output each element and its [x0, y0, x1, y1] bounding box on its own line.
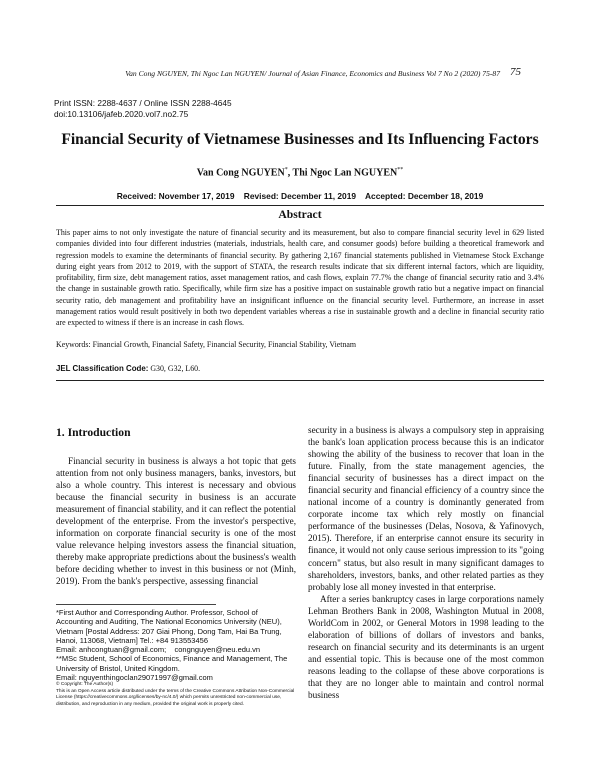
- author-separator: ,: [287, 167, 293, 179]
- author-name: Van Cong NGUYEN: [196, 167, 285, 179]
- footnote-second-author: **MSc Student, School of Economics, Finance and Management, The University of Bristol, United Kingdom.: [56, 654, 288, 673]
- issn-line: Print ISSN: 2288-4637 / Online ISSN 2288-4645: [54, 98, 232, 108]
- right-column: [308, 424, 544, 701]
- copyright-line: © Copyright: The Author(s): [56, 682, 114, 688]
- doi-line: doi:10.13106/jafeb.2020.vol7.no2.75: [54, 109, 189, 119]
- paper-title: Financial Security of Vietnamese Businesses and Its Influencing Factors: [61, 131, 539, 148]
- received-dates: Received: November 17, 2019 Revised: December 11, 2019 Accepted: December 18, 2019: [116, 191, 484, 201]
- author-mark: **: [397, 167, 404, 173]
- author-line: [40, 167, 560, 178]
- footnotes: [56, 608, 296, 708]
- page-number: 75: [510, 66, 521, 78]
- jel-classification: [56, 364, 544, 373]
- abstract-body: This paper aims to not only investigate the nature of financial security and its measurement, but also to compare financial security level in 629 listed companies divided into four different industries (materials, industrials, health care, and consumer goods) before building a theoretical framework and regression models to examine the determinants of financial security. By gathering 2,167 financial statements published in Vietnamese Stock Exchange during eight years from 2012 to 2019, with the support of STATA, the research results indicate that six different internal factors, which are liquidity, profitability, firm size, debt management ratios, asset management ratios, and cash flows, explain 77.7% the change of financial security ratio and 3.4% the change in sustainable growth ratio. Specifically, while firm size has a positive impact on sustainable growth ratio but a negative impact on financial security ratio, deb management and profitability have an insignificant influence on the financial security level. Furthermore, an increase in asset management ratios would result positively in both two dependent variables whereas a rise in sustainable growth and a decline in financial security ratio are expected to witness if there is an increase in cash flows.: [56, 228, 544, 328]
- paragraph: After a series bankruptcy cases in large corporations namely Lehman Brothers Bank in 2008, Washington Mutual in 2008, WorldCom in 2002, or General Motors in 1998 leading to the elaboration of billions of dollars of investors and banks, research on financial security and its determinants is an urgent and essential topic. This is because one of the most common reasons leading to the collapse of these above corporations is that they are no longer able to maintain and control normal business: [308, 593, 544, 701]
- author-mark: *: [284, 167, 288, 173]
- issn-block: [54, 98, 232, 120]
- left-column: [56, 455, 296, 588]
- keywords: Keywords: Financial Growth, Financial Safety, Financial Security, Financial Stability, Vietnam: [56, 340, 357, 349]
- footnote-divider: [56, 604, 216, 605]
- footnote-first-author: *First Author and Corresponding Author. Professor, School of Accounting and Auditing, The National Economics University (NEU), Vietnam [Postal Address: 207 Giai Phong, Dong Tam, Hai Ba Trung, Hanoi, 113068, Vietnam] Tel.: +84 913553456: [56, 608, 282, 645]
- jel-codes: G30, G32, L60.: [148, 364, 201, 373]
- author-name: Thi Ngoc Lan NGUYEN: [292, 167, 398, 179]
- section-heading: 1. Introduction: [56, 426, 131, 439]
- footnote-email: Email: nguyenthingoclan29071997@gmail.com: [56, 673, 213, 683]
- abstract-heading: Abstract: [278, 208, 322, 221]
- divider-bottom: [56, 380, 544, 381]
- running-head: Van Cong NGUYEN, Thi Ngoc Lan NGUYEN/ Journal of Asian Finance, Economics and Business Vol 7 No 2 (2020) 75-87: [125, 69, 500, 78]
- jel-label: JEL Classification Code:: [56, 364, 149, 373]
- paragraph: security in a business is always a compulsory step in appraising the bank's loan application process because this is an indicator showing the ability of the business to recover that loan in the future. Finally, from the state management agencies, the financial security of businesses has a direct impact on the financial security and financial efficiency of a country since the national income of a country is dominantly generated from corporate income tax which rely mostly on financial performance of the businesses (Delas, Nosova, & Yafinovych, 2015). Therefore, if an enterprise cannot ensure its security in finance, it would not only cause serious impression to its "going concern" status, but also result in many significant damages to shareholders, investors, banks, and other related parties as they probably lose all money invested in that enterprise.: [308, 425, 544, 592]
- footnote-email: Email: anhcongtuan@gmail.com; congnguyen@neu.edu.vn: [56, 645, 261, 655]
- license-text: This is an Open Access article distributed under the terms of the Creative Commons Attribution Non-Commercial License (https://creativecommons.org/licenses/by-nc/4.0/) which permits unrestricted non-commercial use, distribution, and reproduction in any medium, provided the original work is properly cited.: [56, 688, 295, 707]
- divider-top: [56, 205, 544, 206]
- paragraph: Financial security in business is always a hot topic that gets attention from not only business managers, banks, investors, but also a whole country. This interest is necessary and obvious because the financial security in business is an accurate measurement of financial stability, and it can reflect the potential development of the enterprise. From the investor's perspective, information on corporate financial security is one of the most value relevance helping investors assess the financial situation, thereby make appropriate predictions about the business's wealth before deciding whether to invest in this business or not (Minh, 2019). From the bank's perspective, assessing financial: [56, 456, 296, 587]
